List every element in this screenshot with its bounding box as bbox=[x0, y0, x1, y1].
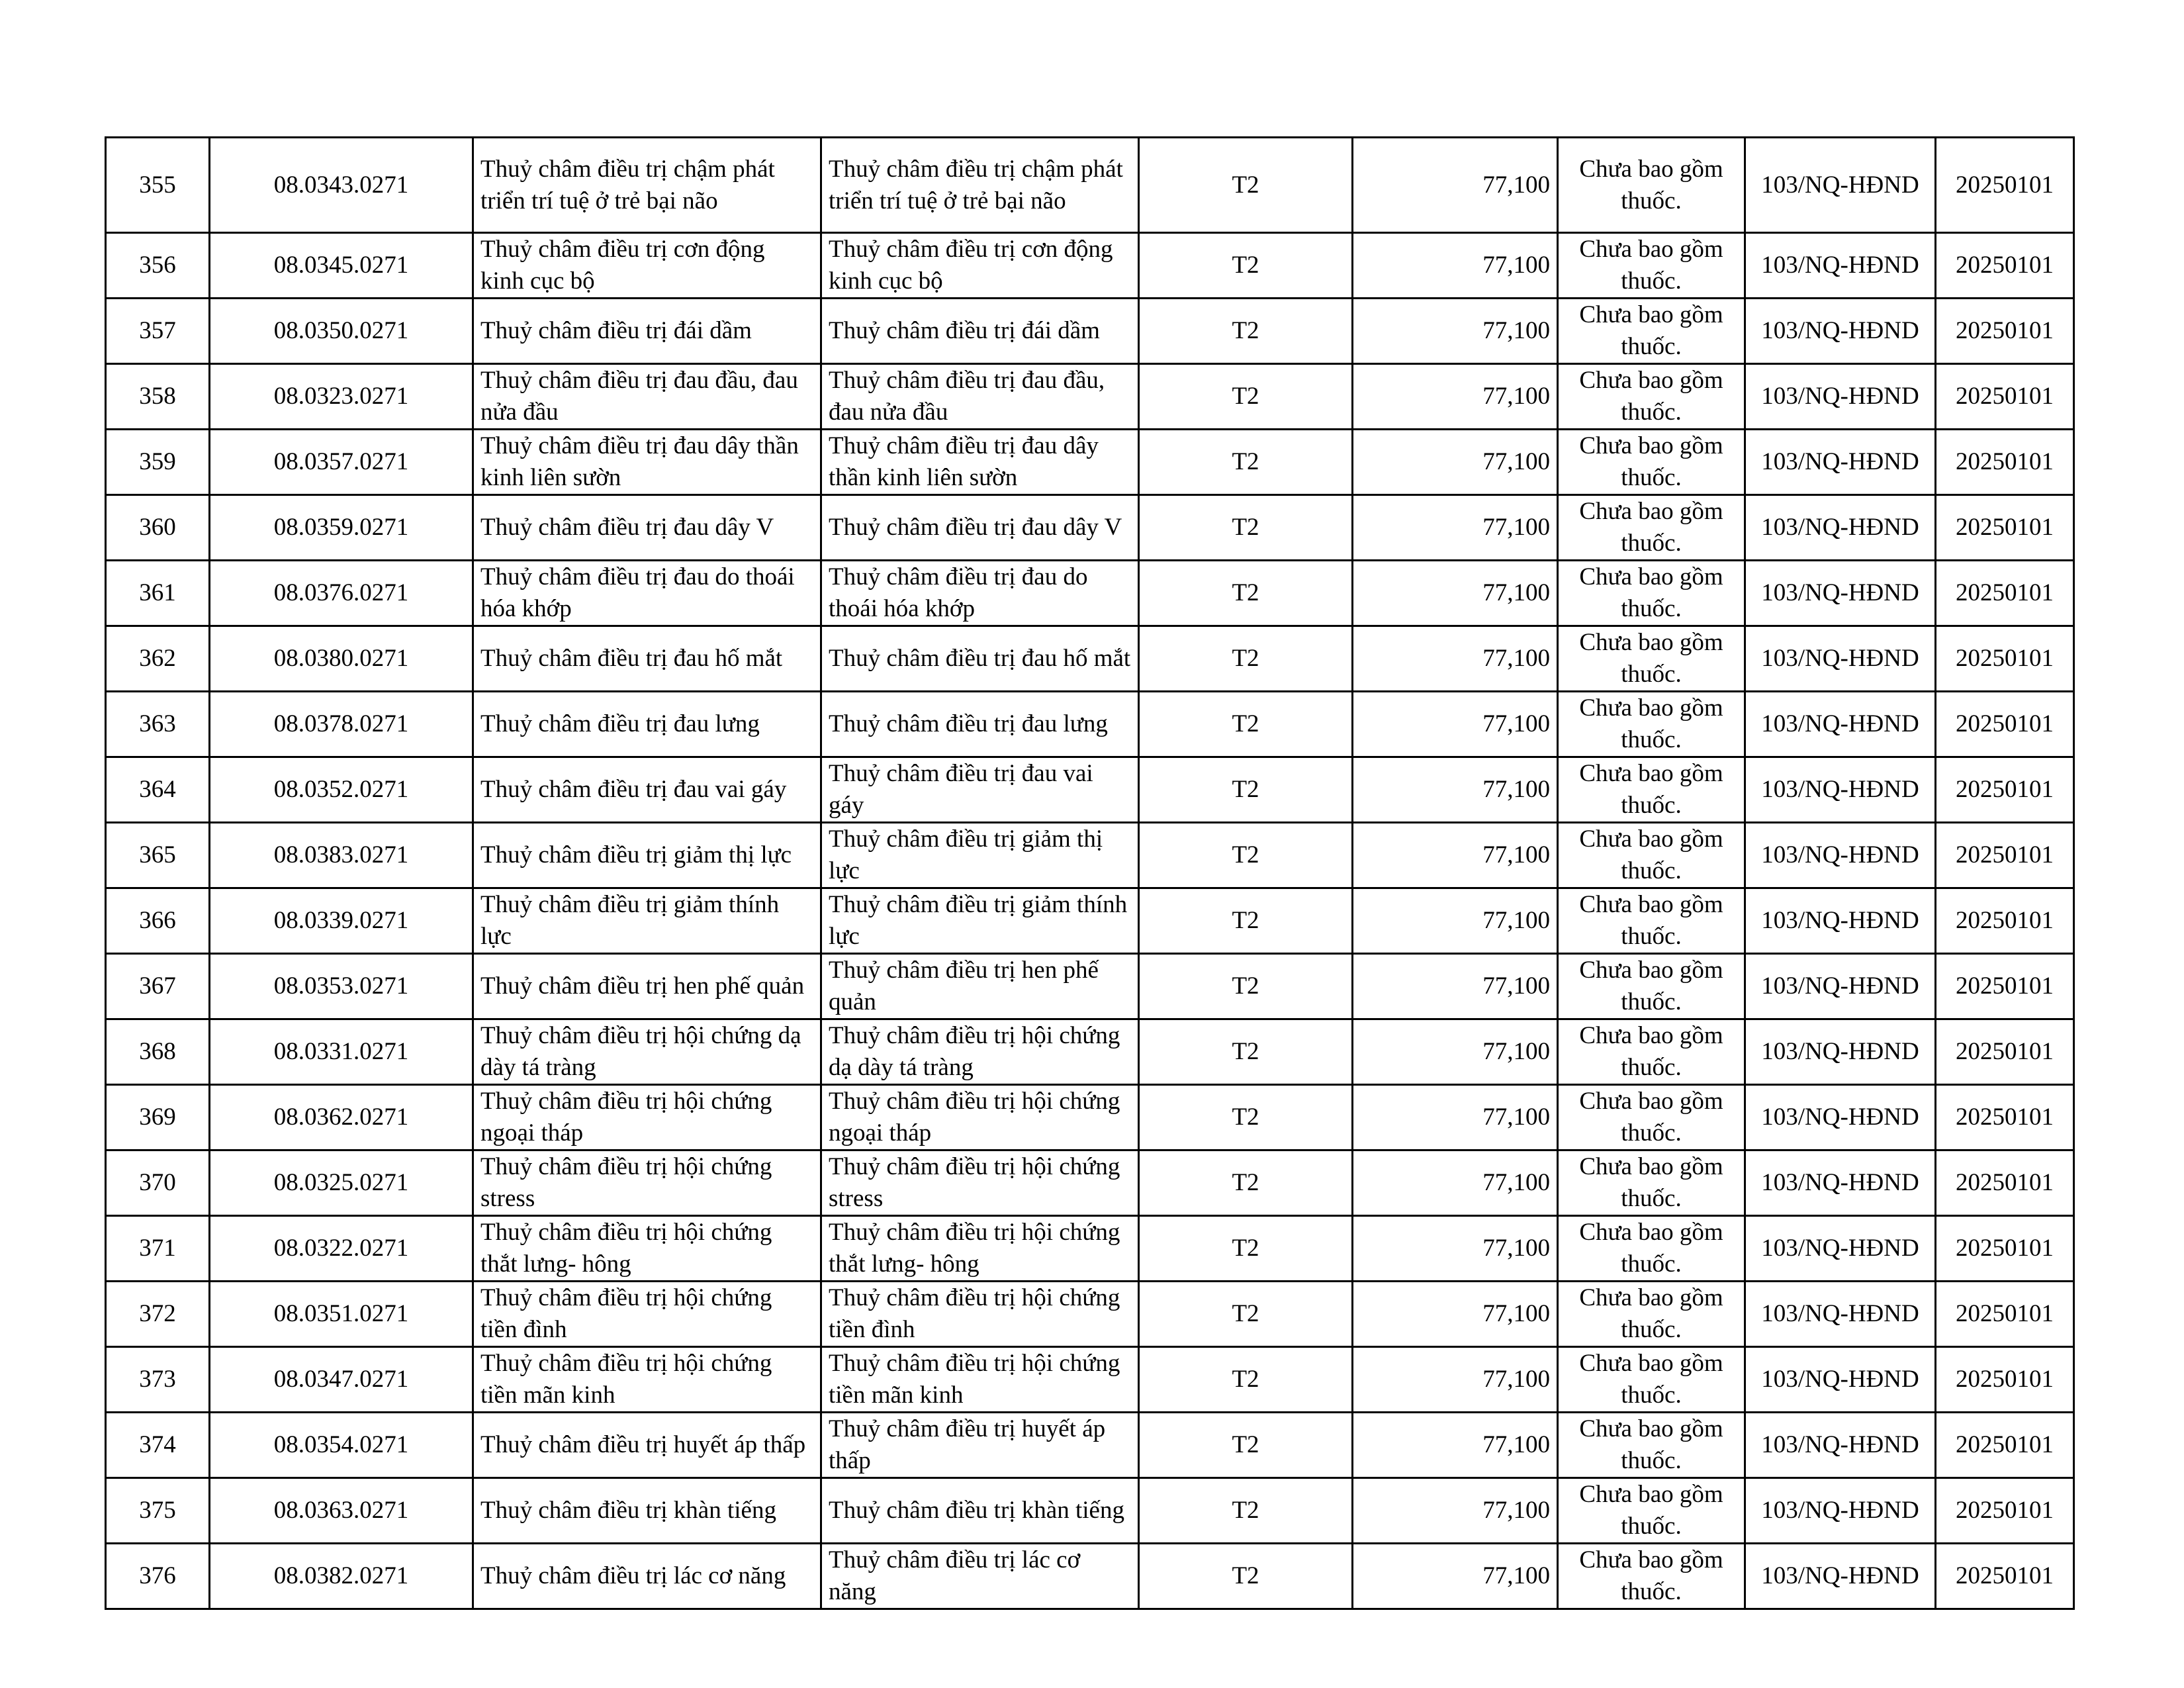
grade-cell: T2 bbox=[1139, 430, 1353, 495]
service-code-cell: 08.0359.0271 bbox=[210, 495, 473, 561]
approved-name-cell: Thuỷ châm điều trị cơn động kinh cục bộ bbox=[821, 233, 1139, 299]
service-name-cell: Thuỷ châm điều trị chậm phát triển trí tuệ ở trẻ bại não bbox=[473, 138, 821, 233]
decision-cell: 103/NQ-HĐND bbox=[1745, 757, 1936, 823]
decision-cell: 103/NQ-HĐND bbox=[1745, 1282, 1936, 1347]
note-cell: Chưa bao gồm thuốc. bbox=[1558, 1150, 1745, 1216]
decision-cell: 103/NQ-HĐND bbox=[1745, 495, 1936, 561]
table-row bbox=[106, 888, 2074, 954]
service-code-cell: 08.0353.0271 bbox=[210, 954, 473, 1019]
service-code-cell: 08.0383.0271 bbox=[210, 823, 473, 888]
grade-cell: T2 bbox=[1139, 233, 1353, 299]
approved-name-cell: Thuỷ châm điều trị lác cơ năng bbox=[821, 1544, 1139, 1609]
service-name-cell: Thuỷ châm điều trị đau dây V bbox=[473, 495, 821, 561]
note-cell: Chưa bao gồm thuốc. bbox=[1558, 561, 1745, 626]
grade-cell: T2 bbox=[1139, 692, 1353, 757]
grade-cell: T2 bbox=[1139, 299, 1353, 364]
grade-cell: T2 bbox=[1139, 561, 1353, 626]
table-row bbox=[106, 823, 2074, 888]
table-row bbox=[106, 430, 2074, 495]
service-code-cell: 08.0382.0271 bbox=[210, 1544, 473, 1609]
price-cell: 77,100 bbox=[1353, 138, 1558, 233]
row-number-cell: 362 bbox=[106, 626, 210, 692]
service-name-cell: Thuỷ châm điều trị lác cơ năng bbox=[473, 1544, 821, 1609]
service-name-cell: Thuỷ châm điều trị đau hố mắt bbox=[473, 626, 821, 692]
price-list-table bbox=[105, 136, 2075, 1610]
decision-cell: 103/NQ-HĐND bbox=[1745, 299, 1936, 364]
approved-name-cell: Thuỷ châm điều trị đái dầm bbox=[821, 299, 1139, 364]
approved-name-cell: Thuỷ châm điều trị khàn tiếng bbox=[821, 1478, 1139, 1544]
effective-date-cell: 20250101 bbox=[1936, 1478, 2074, 1544]
note-cell: Chưa bao gồm thuốc. bbox=[1558, 1347, 1745, 1413]
service-code-cell: 08.0323.0271 bbox=[210, 364, 473, 430]
effective-date-cell: 20250101 bbox=[1936, 1544, 2074, 1609]
service-name-cell: Thuỷ châm điều trị đau lưng bbox=[473, 692, 821, 757]
effective-date-cell: 20250101 bbox=[1936, 233, 2074, 299]
effective-date-cell: 20250101 bbox=[1936, 495, 2074, 561]
table-row bbox=[106, 1282, 2074, 1347]
row-number-cell: 360 bbox=[106, 495, 210, 561]
effective-date-cell: 20250101 bbox=[1936, 823, 2074, 888]
service-name-cell: Thuỷ châm điều trị hen phế quản bbox=[473, 954, 821, 1019]
approved-name-cell: Thuỷ châm điều trị giảm thị lực bbox=[821, 823, 1139, 888]
decision-cell: 103/NQ-HĐND bbox=[1745, 1150, 1936, 1216]
service-name-cell: Thuỷ châm điều trị hội chứng ngoại tháp bbox=[473, 1085, 821, 1150]
note-cell: Chưa bao gồm thuốc. bbox=[1558, 1413, 1745, 1478]
price-cell: 77,100 bbox=[1353, 954, 1558, 1019]
effective-date-cell: 20250101 bbox=[1936, 138, 2074, 233]
approved-name-cell: Thuỷ châm điều trị chậm phát triển trí tuệ ở trẻ bại não bbox=[821, 138, 1139, 233]
service-code-cell: 08.0339.0271 bbox=[210, 888, 473, 954]
decision-cell: 103/NQ-HĐND bbox=[1745, 692, 1936, 757]
service-code-cell: 08.0363.0271 bbox=[210, 1478, 473, 1544]
grade-cell: T2 bbox=[1139, 1413, 1353, 1478]
effective-date-cell: 20250101 bbox=[1936, 692, 2074, 757]
service-code-cell: 08.0331.0271 bbox=[210, 1019, 473, 1085]
effective-date-cell: 20250101 bbox=[1936, 1085, 2074, 1150]
service-name-cell: Thuỷ châm điều trị hội chứng tiền đình bbox=[473, 1282, 821, 1347]
grade-cell: T2 bbox=[1139, 1282, 1353, 1347]
table-row bbox=[106, 138, 2074, 233]
price-cell: 77,100 bbox=[1353, 1019, 1558, 1085]
row-number-cell: 357 bbox=[106, 299, 210, 364]
table-row bbox=[106, 954, 2074, 1019]
effective-date-cell: 20250101 bbox=[1936, 954, 2074, 1019]
service-name-cell: Thuỷ châm điều trị hội chứng stress bbox=[473, 1150, 821, 1216]
note-cell: Chưa bao gồm thuốc. bbox=[1558, 1478, 1745, 1544]
price-cell: 77,100 bbox=[1353, 626, 1558, 692]
grade-cell: T2 bbox=[1139, 1478, 1353, 1544]
decision-cell: 103/NQ-HĐND bbox=[1745, 954, 1936, 1019]
service-code-cell: 08.0352.0271 bbox=[210, 757, 473, 823]
grade-cell: T2 bbox=[1139, 954, 1353, 1019]
note-cell: Chưa bao gồm thuốc. bbox=[1558, 1544, 1745, 1609]
table-row bbox=[106, 757, 2074, 823]
table-body bbox=[106, 138, 2074, 1609]
approved-name-cell: Thuỷ châm điều trị hen phế quản bbox=[821, 954, 1139, 1019]
price-cell: 77,100 bbox=[1353, 888, 1558, 954]
grade-cell: T2 bbox=[1139, 1216, 1353, 1282]
service-name-cell: Thuỷ châm điều trị hội chứng dạ dày tá tràng bbox=[473, 1019, 821, 1085]
service-name-cell: Thuỷ châm điều trị đau đầu, đau nửa đầu bbox=[473, 364, 821, 430]
approved-name-cell: Thuỷ châm điều trị đau hố mắt bbox=[821, 626, 1139, 692]
decision-cell: 103/NQ-HĐND bbox=[1745, 1478, 1936, 1544]
table-row bbox=[106, 1544, 2074, 1609]
note-cell: Chưa bao gồm thuốc. bbox=[1558, 1019, 1745, 1085]
grade-cell: T2 bbox=[1139, 823, 1353, 888]
row-number-cell: 356 bbox=[106, 233, 210, 299]
row-number-cell: 371 bbox=[106, 1216, 210, 1282]
effective-date-cell: 20250101 bbox=[1936, 1347, 2074, 1413]
approved-name-cell: Thuỷ châm điều trị đau do thoái hóa khớp bbox=[821, 561, 1139, 626]
row-number-cell: 355 bbox=[106, 138, 210, 233]
decision-cell: 103/NQ-HĐND bbox=[1745, 1347, 1936, 1413]
row-number-cell: 374 bbox=[106, 1413, 210, 1478]
price-cell: 77,100 bbox=[1353, 430, 1558, 495]
table-row bbox=[106, 1413, 2074, 1478]
decision-cell: 103/NQ-HĐND bbox=[1745, 364, 1936, 430]
grade-cell: T2 bbox=[1139, 626, 1353, 692]
approved-name-cell: Thuỷ châm điều trị huyết áp thấp bbox=[821, 1413, 1139, 1478]
price-cell: 77,100 bbox=[1353, 823, 1558, 888]
row-number-cell: 366 bbox=[106, 888, 210, 954]
row-number-cell: 375 bbox=[106, 1478, 210, 1544]
decision-cell: 103/NQ-HĐND bbox=[1745, 430, 1936, 495]
price-cell: 77,100 bbox=[1353, 1216, 1558, 1282]
decision-cell: 103/NQ-HĐND bbox=[1745, 1413, 1936, 1478]
note-cell: Chưa bao gồm thuốc. bbox=[1558, 757, 1745, 823]
decision-cell: 103/NQ-HĐND bbox=[1745, 1216, 1936, 1282]
service-name-cell: Thuỷ châm điều trị đau do thoái hóa khớp bbox=[473, 561, 821, 626]
service-code-cell: 08.0357.0271 bbox=[210, 430, 473, 495]
note-cell: Chưa bao gồm thuốc. bbox=[1558, 138, 1745, 233]
note-cell: Chưa bao gồm thuốc. bbox=[1558, 299, 1745, 364]
note-cell: Chưa bao gồm thuốc. bbox=[1558, 626, 1745, 692]
service-code-cell: 08.0345.0271 bbox=[210, 233, 473, 299]
price-cell: 77,100 bbox=[1353, 495, 1558, 561]
note-cell: Chưa bao gồm thuốc. bbox=[1558, 495, 1745, 561]
approved-name-cell: Thuỷ châm điều trị hội chứng ngoại tháp bbox=[821, 1085, 1139, 1150]
approved-name-cell: Thuỷ châm điều trị hội chứng tiền mãn kinh bbox=[821, 1347, 1139, 1413]
price-cell: 77,100 bbox=[1353, 1347, 1558, 1413]
service-code-cell: 08.0343.0271 bbox=[210, 138, 473, 233]
service-code-cell: 08.0322.0271 bbox=[210, 1216, 473, 1282]
row-number-cell: 372 bbox=[106, 1282, 210, 1347]
price-cell: 77,100 bbox=[1353, 233, 1558, 299]
service-name-cell: Thuỷ châm điều trị giảm thị lực bbox=[473, 823, 821, 888]
row-number-cell: 373 bbox=[106, 1347, 210, 1413]
table-row bbox=[106, 1478, 2074, 1544]
decision-cell: 103/NQ-HĐND bbox=[1745, 626, 1936, 692]
note-cell: Chưa bao gồm thuốc. bbox=[1558, 1085, 1745, 1150]
row-number-cell: 364 bbox=[106, 757, 210, 823]
table-row bbox=[106, 1150, 2074, 1216]
note-cell: Chưa bao gồm thuốc. bbox=[1558, 823, 1745, 888]
price-cell: 77,100 bbox=[1353, 1478, 1558, 1544]
table-row bbox=[106, 495, 2074, 561]
row-number-cell: 367 bbox=[106, 954, 210, 1019]
note-cell: Chưa bao gồm thuốc. bbox=[1558, 233, 1745, 299]
service-code-cell: 08.0350.0271 bbox=[210, 299, 473, 364]
approved-name-cell: Thuỷ châm điều trị đau dây thần kinh liên sườn bbox=[821, 430, 1139, 495]
service-name-cell: Thuỷ châm điều trị hội chứng thắt lưng- hông bbox=[473, 1216, 821, 1282]
price-cell: 77,100 bbox=[1353, 561, 1558, 626]
table-row bbox=[106, 233, 2074, 299]
table-row bbox=[106, 692, 2074, 757]
approved-name-cell: Thuỷ châm điều trị hội chứng dạ dày tá tràng bbox=[821, 1019, 1139, 1085]
table-row bbox=[106, 1085, 2074, 1150]
price-cell: 77,100 bbox=[1353, 1282, 1558, 1347]
table-row bbox=[106, 1216, 2074, 1282]
service-code-cell: 08.0347.0271 bbox=[210, 1347, 473, 1413]
effective-date-cell: 20250101 bbox=[1936, 888, 2074, 954]
note-cell: Chưa bao gồm thuốc. bbox=[1558, 954, 1745, 1019]
note-cell: Chưa bao gồm thuốc. bbox=[1558, 888, 1745, 954]
decision-cell: 103/NQ-HĐND bbox=[1745, 823, 1936, 888]
effective-date-cell: 20250101 bbox=[1936, 626, 2074, 692]
effective-date-cell: 20250101 bbox=[1936, 364, 2074, 430]
grade-cell: T2 bbox=[1139, 495, 1353, 561]
row-number-cell: 361 bbox=[106, 561, 210, 626]
note-cell: Chưa bao gồm thuốc. bbox=[1558, 364, 1745, 430]
service-name-cell: Thuỷ châm điều trị giảm thính lực bbox=[473, 888, 821, 954]
service-name-cell: Thuỷ châm điều trị hội chứng tiền mãn kinh bbox=[473, 1347, 821, 1413]
price-cell: 77,100 bbox=[1353, 364, 1558, 430]
row-number-cell: 368 bbox=[106, 1019, 210, 1085]
approved-name-cell: Thuỷ châm điều trị hội chứng thắt lưng- hông bbox=[821, 1216, 1139, 1282]
service-code-cell: 08.0378.0271 bbox=[210, 692, 473, 757]
effective-date-cell: 20250101 bbox=[1936, 1019, 2074, 1085]
service-name-cell: Thuỷ châm điều trị huyết áp thấp bbox=[473, 1413, 821, 1478]
row-number-cell: 369 bbox=[106, 1085, 210, 1150]
approved-name-cell: Thuỷ châm điều trị hội chứng stress bbox=[821, 1150, 1139, 1216]
row-number-cell: 365 bbox=[106, 823, 210, 888]
price-cell: 77,100 bbox=[1353, 299, 1558, 364]
effective-date-cell: 20250101 bbox=[1936, 1282, 2074, 1347]
decision-cell: 103/NQ-HĐND bbox=[1745, 1085, 1936, 1150]
effective-date-cell: 20250101 bbox=[1936, 561, 2074, 626]
decision-cell: 103/NQ-HĐND bbox=[1745, 233, 1936, 299]
service-code-cell: 08.0362.0271 bbox=[210, 1085, 473, 1150]
service-code-cell: 08.0325.0271 bbox=[210, 1150, 473, 1216]
price-cell: 77,100 bbox=[1353, 1085, 1558, 1150]
price-cell: 77,100 bbox=[1353, 1413, 1558, 1478]
table-row bbox=[106, 626, 2074, 692]
approved-name-cell: Thuỷ châm điều trị đau dây V bbox=[821, 495, 1139, 561]
grade-cell: T2 bbox=[1139, 1019, 1353, 1085]
service-code-cell: 08.0354.0271 bbox=[210, 1413, 473, 1478]
table-row bbox=[106, 1347, 2074, 1413]
decision-cell: 103/NQ-HĐND bbox=[1745, 561, 1936, 626]
note-cell: Chưa bao gồm thuốc. bbox=[1558, 1282, 1745, 1347]
grade-cell: T2 bbox=[1139, 757, 1353, 823]
service-name-cell: Thuỷ châm điều trị cơn động kinh cục bộ bbox=[473, 233, 821, 299]
row-number-cell: 376 bbox=[106, 1544, 210, 1609]
decision-cell: 103/NQ-HĐND bbox=[1745, 138, 1936, 233]
effective-date-cell: 20250101 bbox=[1936, 757, 2074, 823]
row-number-cell: 359 bbox=[106, 430, 210, 495]
table-row bbox=[106, 1019, 2074, 1085]
effective-date-cell: 20250101 bbox=[1936, 1216, 2074, 1282]
table-row bbox=[106, 299, 2074, 364]
grade-cell: T2 bbox=[1139, 1544, 1353, 1609]
effective-date-cell: 20250101 bbox=[1936, 299, 2074, 364]
decision-cell: 103/NQ-HĐND bbox=[1745, 1544, 1936, 1609]
table-row bbox=[106, 364, 2074, 430]
grade-cell: T2 bbox=[1139, 888, 1353, 954]
grade-cell: T2 bbox=[1139, 1347, 1353, 1413]
grade-cell: T2 bbox=[1139, 1150, 1353, 1216]
row-number-cell: 363 bbox=[106, 692, 210, 757]
decision-cell: 103/NQ-HĐND bbox=[1745, 888, 1936, 954]
table-row bbox=[106, 561, 2074, 626]
service-name-cell: Thuỷ châm điều trị đau vai gáy bbox=[473, 757, 821, 823]
row-number-cell: 358 bbox=[106, 364, 210, 430]
grade-cell: T2 bbox=[1139, 138, 1353, 233]
note-cell: Chưa bao gồm thuốc. bbox=[1558, 692, 1745, 757]
approved-name-cell: Thuỷ châm điều trị giảm thính lực bbox=[821, 888, 1139, 954]
price-cell: 77,100 bbox=[1353, 1150, 1558, 1216]
effective-date-cell: 20250101 bbox=[1936, 1150, 2074, 1216]
decision-cell: 103/NQ-HĐND bbox=[1745, 1019, 1936, 1085]
note-cell: Chưa bao gồm thuốc. bbox=[1558, 430, 1745, 495]
service-name-cell: Thuỷ châm điều trị đái dầm bbox=[473, 299, 821, 364]
effective-date-cell: 20250101 bbox=[1936, 430, 2074, 495]
price-cell: 77,100 bbox=[1353, 692, 1558, 757]
row-number-cell: 370 bbox=[106, 1150, 210, 1216]
service-name-cell: Thuỷ châm điều trị khàn tiếng bbox=[473, 1478, 821, 1544]
note-cell: Chưa bao gồm thuốc. bbox=[1558, 1216, 1745, 1282]
approved-name-cell: Thuỷ châm điều trị đau vai gáy bbox=[821, 757, 1139, 823]
service-code-cell: 08.0376.0271 bbox=[210, 561, 473, 626]
approved-name-cell: Thuỷ châm điều trị đau đầu, đau nửa đầu bbox=[821, 364, 1139, 430]
effective-date-cell: 20250101 bbox=[1936, 1413, 2074, 1478]
approved-name-cell: Thuỷ châm điều trị đau lưng bbox=[821, 692, 1139, 757]
service-code-cell: 08.0380.0271 bbox=[210, 626, 473, 692]
grade-cell: T2 bbox=[1139, 1085, 1353, 1150]
price-cell: 77,100 bbox=[1353, 757, 1558, 823]
service-code-cell: 08.0351.0271 bbox=[210, 1282, 473, 1347]
price-cell: 77,100 bbox=[1353, 1544, 1558, 1609]
approved-name-cell: Thuỷ châm điều trị hội chứng tiền đình bbox=[821, 1282, 1139, 1347]
service-name-cell: Thuỷ châm điều trị đau dây thần kinh liên sườn bbox=[473, 430, 821, 495]
grade-cell: T2 bbox=[1139, 364, 1353, 430]
